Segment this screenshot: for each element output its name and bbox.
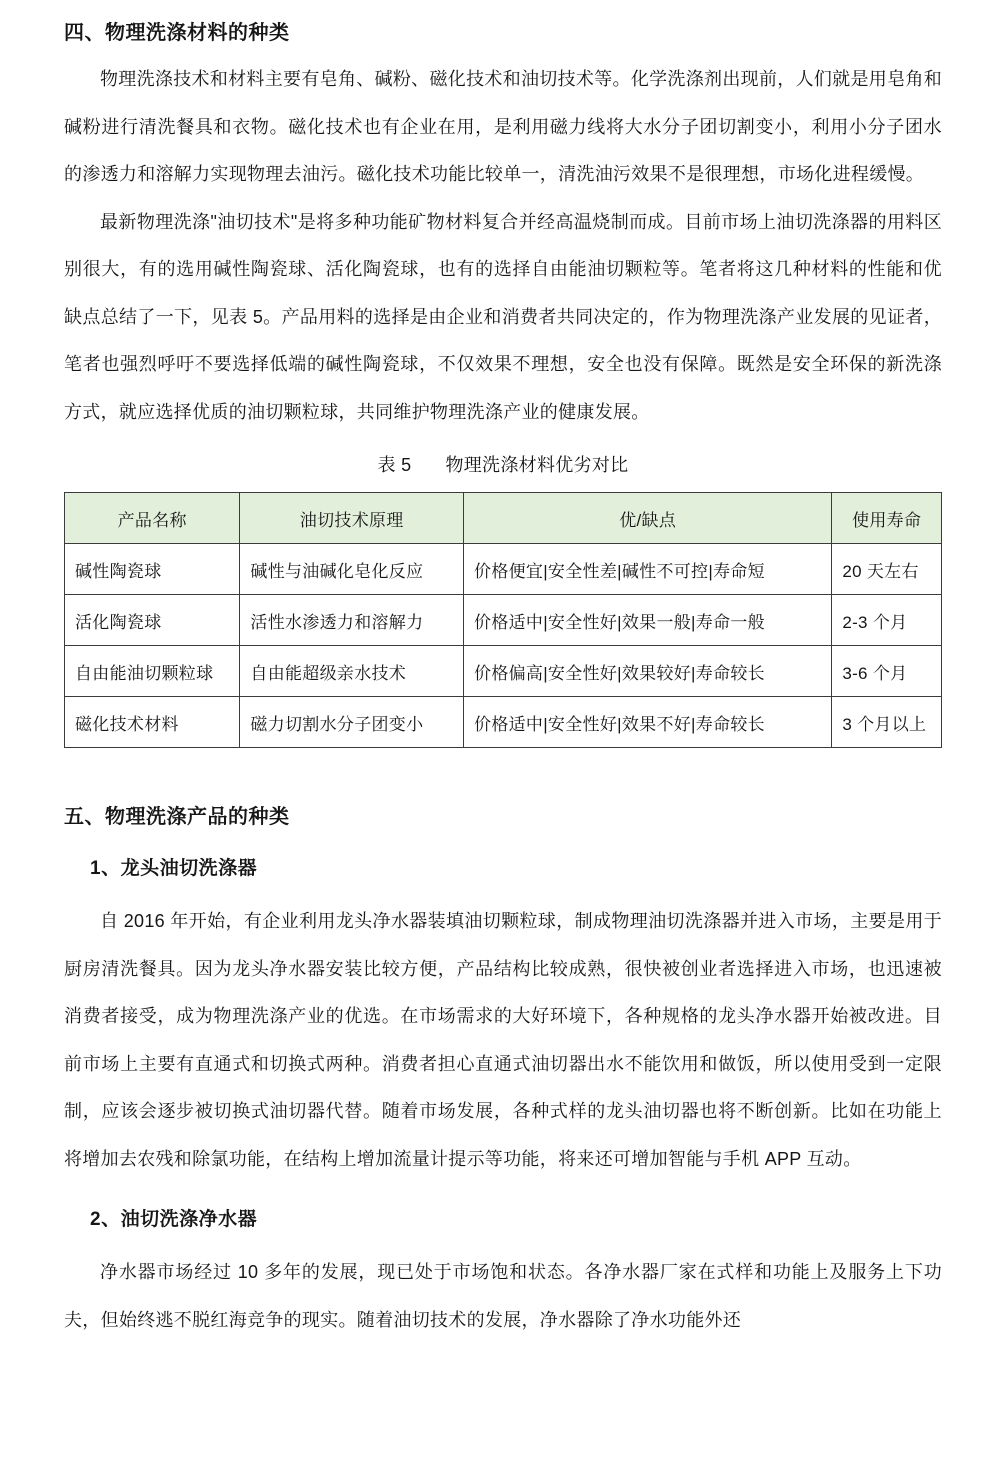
cell-pros-cons: 价格适中|安全性好|效果一般|寿命一般 [464, 595, 832, 646]
table-caption-number: 表 5 [377, 455, 412, 475]
cell-product-name: 碱性陶瓷球 [65, 544, 240, 595]
materials-comparison-table [64, 492, 942, 748]
table-header-product-name: 产品名称 [65, 493, 240, 544]
cell-pros-cons: 价格偏高|安全性好|效果较好|寿命较长 [464, 646, 832, 697]
cell-pros-cons: 价格便宜|安全性差|碱性不可控|寿命短 [464, 544, 832, 595]
subsection-2-heading: 2、油切洗涤净水器 [90, 1209, 258, 1230]
cell-lifespan: 3 个月以上 [832, 697, 942, 748]
cell-principle: 活性水渗透力和溶解力 [240, 595, 464, 646]
cell-lifespan: 3-6 个月 [832, 646, 942, 697]
table-caption [64, 448, 942, 482]
subsection-1-paragraph: 自 2016 年开始，有企业利用龙头净水器装填油切颗粒球，制成物理油切洗涤器并进入市场，主要是用于厨房清洗餐具。因为龙头净水器安装比较方便，产品结构比较成熟，很快被创业者选择进入市场，也迅速被消费者接受，成为物理洗涤产业的优选。在市场需求的大好环境下，各种规格的龙头净水器开始被改进。目前市场上主要有直通式和切换式两种。消费者担心直通式油切器出水不能饮用和做饭，所以使用受到一定限制，应该会逐步被切换式油切器代替。随着市场发展，各种式样的龙头油切器也将不断创新。比如在功能上将增加去农残和除氯功能，在结构上增加流量计提示等功能，将来还可增加智能与手机 APP 互动。 [64, 911, 942, 1169]
subsection-1-heading: 1、龙头油切洗涤器 [90, 858, 258, 879]
table-header-principle: 油切技术原理 [240, 493, 464, 544]
section-5-heading: 五、物理洗涤产品的种类 [64, 806, 290, 828]
cell-lifespan: 2-3 个月 [832, 595, 942, 646]
subsection-2-paragraph: 净水器市场经过 10 多年的发展，现已处于市场饱和状态。各净水器厂家在式样和功能上及服务上下功夫，但始终逃不脱红海竞争的现实。随着油切技术的发展，净水器除了净水功能外还 [64, 1262, 942, 1330]
cell-product-name: 活化陶瓷球 [65, 595, 240, 646]
table-header-lifespan: 使用寿命 [832, 493, 942, 544]
section-4-paragraph-2: 最新物理洗涤"油切技术"是将多种功能矿物材料复合并经高温烧制而成。目前市场上油切洗涤器的用料区别很大，有的选用碱性陶瓷球、活化陶瓷球，也有的选择自由能油切颗粒等。笔者将这几种材料的性能和优缺点总结了一下，见表 5。产品用料的选择是由企业和消费者共同决定的，作为物理洗涤产业发展的见证者，笔者也强烈呼吁不要选择低端的碱性陶瓷球，不仅效果不理想，安全也没有保障。既然是安全环保的新洗涤方式，就应选择优质的油切颗粒球，共同维护物理洗涤产业的健康发展。 [64, 211, 942, 422]
cell-principle: 碱性与油碱化皂化反应 [240, 544, 464, 595]
cell-lifespan: 20 天左右 [832, 544, 942, 595]
section-4-paragraph-1: 物理洗涤技术和材料主要有皂角、碱粉、磁化技术和油切技术等。化学洗涤剂出现前，人们就是用皂角和碱粉进行清洗餐具和衣物。磁化技术也有企业在用，是利用磁力线将大水分子团切割变小，利用小分子团水的渗透力和溶解力实现物理去油污。磁化技术功能比较单一，清洗油污效果不是很理想，市场化进程缓慢。 [64, 69, 942, 184]
table-row [65, 595, 942, 646]
table-caption-title: 物理洗涤材料优劣对比 [445, 455, 629, 475]
table-row [65, 697, 942, 748]
table-header-row [65, 493, 942, 544]
table-header-pros-cons: 优/缺点 [464, 493, 832, 544]
cell-principle: 磁力切割水分子团变小 [240, 697, 464, 748]
table-row [65, 646, 942, 697]
cell-pros-cons: 价格适中|安全性好|效果不好|寿命较长 [464, 697, 832, 748]
section-4-heading: 四、物理洗涤材料的种类 [64, 22, 290, 44]
cell-principle: 自由能超级亲水技术 [240, 646, 464, 697]
cell-product-name: 磁化技术材料 [65, 697, 240, 748]
cell-product-name: 自由能油切颗粒球 [65, 646, 240, 697]
table-row [65, 544, 942, 595]
